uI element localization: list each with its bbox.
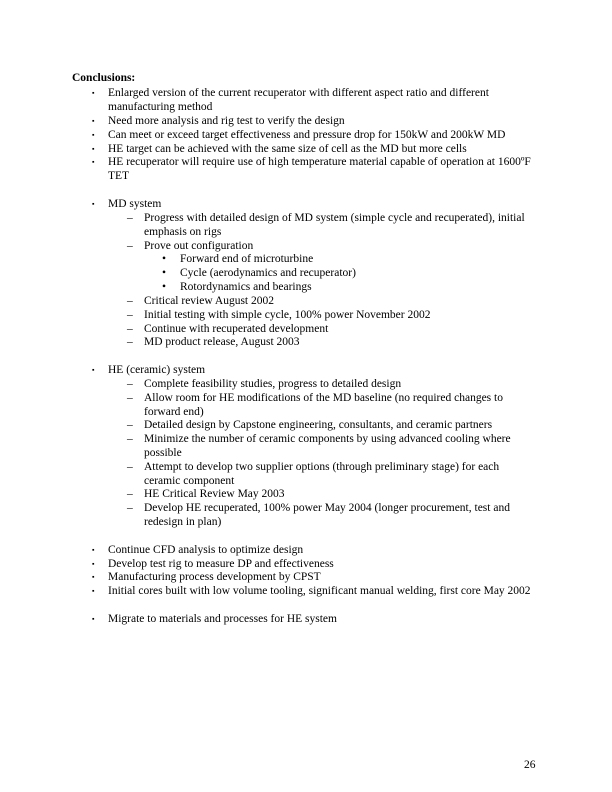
he-system-heading: ▪ HE (ceramic) system	[92, 364, 206, 376]
square-bullet-icon: ▪	[92, 560, 95, 568]
md-system-heading: ▪ MD system	[92, 198, 162, 210]
square-bullet-icon: ▪	[92, 366, 95, 374]
list-item: – Complete feasibility studies, progress to detailed design	[127, 378, 402, 390]
list-item: ▪ HE recuperator will require use of high temperature material capable of operation at 1600ºF TET	[92, 156, 531, 182]
list-item: ▪ Can meet or exceed target effectiveness and pressure drop for 150kW and 200kW MD	[92, 129, 506, 141]
list-item: ▪ Need more analysis and rig test to verify the design	[92, 115, 345, 127]
dash-bullet-icon: –	[127, 461, 133, 473]
dash-bullet-icon: –	[127, 419, 133, 431]
list-item: – Prove out configuration	[127, 240, 254, 252]
list-item: ▪ Manufacturing process development by CPST	[92, 571, 321, 583]
dot-bullet-icon: •	[162, 267, 167, 279]
dash-bullet-icon: –	[127, 488, 133, 500]
square-bullet-icon: ▪	[92, 200, 95, 208]
list-item: ▪ HE target can be achieved with the same size of cell as the MD but more cells	[92, 143, 467, 155]
dash-bullet-icon: –	[127, 433, 133, 445]
dash-bullet-icon: –	[127, 502, 133, 514]
dot-bullet-icon: •	[162, 281, 167, 293]
dash-bullet-icon: –	[127, 392, 133, 404]
list-item: ▪ Migrate to materials and processes for HE system	[92, 613, 337, 625]
square-bullet-icon: ▪	[92, 117, 95, 125]
dot-bullet-icon: •	[162, 253, 167, 265]
list-item: ▪ Initial cores built with low volume tooling, significant manual welding, first core May 2002	[92, 585, 531, 597]
square-bullet-icon: ▪	[92, 546, 95, 554]
list-item: – Continue with recuperated development	[127, 323, 329, 335]
square-bullet-icon: ▪	[92, 89, 95, 97]
square-bullet-icon: ▪	[92, 145, 95, 153]
square-bullet-icon: ▪	[92, 615, 95, 623]
list-item: • Cycle (aerodynamics and recuperator)	[162, 267, 356, 279]
list-item: ▪ Continue CFD analysis to optimize design	[92, 544, 304, 556]
list-item: • Forward end of microturbine	[162, 253, 314, 265]
list-item: – Allow room for HE modifications of the MD baseline (no required changes to forward end)	[127, 392, 503, 418]
page-number: 26	[524, 759, 536, 771]
list-item: ▪ Enlarged version of the current recuperator with different aspect ratio and different manufacturing method	[92, 87, 489, 113]
dash-bullet-icon: –	[127, 378, 133, 390]
square-bullet-icon: ▪	[92, 131, 95, 139]
list-item: – Minimize the number of ceramic components by using advanced cooling where possible	[127, 433, 511, 459]
dash-bullet-icon: –	[127, 240, 133, 252]
list-item: – Attempt to develop two supplier options (through preliminary stage) for each ceramic component	[127, 461, 500, 487]
dash-bullet-icon: –	[127, 295, 133, 307]
square-bullet-icon: ▪	[92, 573, 95, 581]
list-item: – Detailed design by Capstone engineering, consultants, and ceramic partners	[127, 419, 493, 431]
dash-bullet-icon: –	[127, 212, 133, 224]
list-item: • Rotordynamics and bearings	[162, 281, 312, 293]
list-item: – MD product release, August 2003	[127, 336, 300, 348]
list-item: – Critical review August 2002	[127, 295, 274, 307]
list-item: ▪ Develop test rig to measure DP and effectiveness	[92, 558, 334, 570]
dash-bullet-icon: –	[127, 309, 133, 321]
list-item: – Initial testing with simple cycle, 100% power November 2002	[127, 309, 431, 321]
square-bullet-icon: ▪	[92, 587, 95, 595]
conclusions-heading: Conclusions:	[72, 72, 136, 84]
square-bullet-icon: ▪	[92, 158, 95, 166]
list-item: – Progress with detailed design of MD system (simple cycle and recuperated), initial emphasis on rigs	[127, 212, 525, 238]
list-item: – HE Critical Review May 2003	[127, 488, 285, 500]
dash-bullet-icon: –	[127, 323, 133, 335]
list-item: – Develop HE recuperated, 100% power May 2004 (longer procurement, test and redesign in plan)	[127, 502, 510, 528]
dash-bullet-icon: –	[127, 336, 133, 348]
